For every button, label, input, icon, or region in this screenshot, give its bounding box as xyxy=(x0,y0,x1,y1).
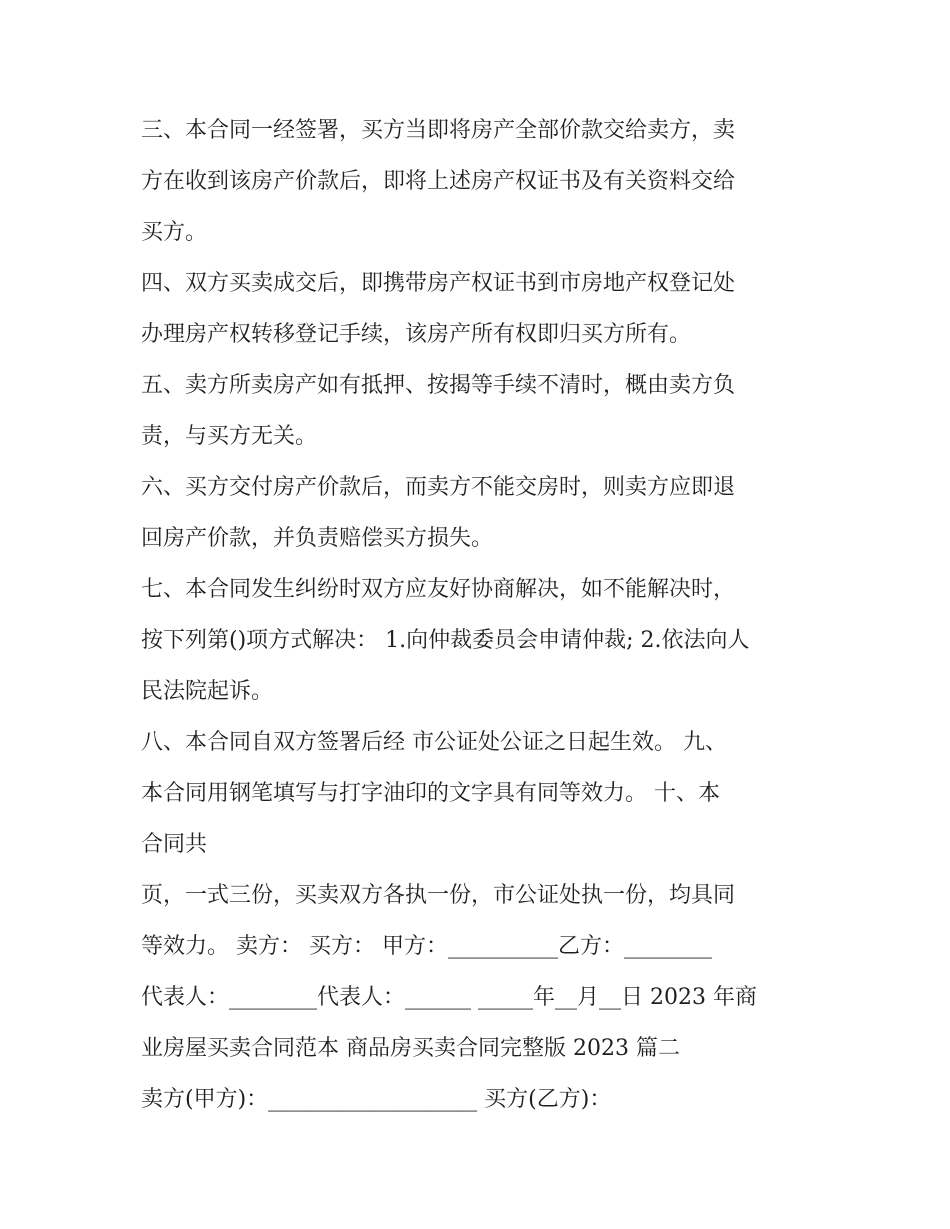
text-line: 方在收到该房产价款后，即将上述房产权证书及有关资料交给 xyxy=(141,169,736,194)
text-line: 责，与买方无关。 xyxy=(141,424,318,449)
text-line: 合同共 xyxy=(141,832,208,857)
text-line: 民法院起诉。 xyxy=(141,679,274,704)
text-line: 八、本合同自双方签署后经 市公证处公证之日起生效。 九、 xyxy=(141,730,727,755)
text-line: 三、本合同一经签署，买方当即将房产全部价款交给卖方，卖 xyxy=(141,118,736,143)
text-line: 六、买方交付房产价款后，而卖方不能交房时，则卖方应即退 xyxy=(141,475,736,500)
text-line: 五、卖方所卖房产如有抵押、按揭等手续不清时，概由卖方负 xyxy=(141,373,736,398)
text-line: 按下列第()项方式解决： 1.向仲裁委员会申请仲裁; 2.依法向人 xyxy=(141,628,750,653)
text-line: 办理房产权转移登记手续，该房产所有权即归买方所有。 xyxy=(141,322,692,347)
text-line: 卖方(甲方)：___________________ 买方(乙方)： xyxy=(141,1087,612,1112)
text-line: 页，一式三份，买卖双方各执一份，市公证处执一份，均具同 xyxy=(141,883,736,908)
text-line: 七、本合同发生纠纷时双方应友好协商解决，如不能解决时， xyxy=(141,577,736,602)
text-line: 本合同用钢笔填写与打字油印的文字具有同等效力。 十、本 xyxy=(141,781,720,806)
text-line: 等效力。 卖方： 买方： 甲方：__________乙方：________ xyxy=(141,934,712,959)
text-line: 代表人：________代表人：______ _____年__月__日 2023 年商 xyxy=(141,985,757,1010)
text-line: 回房产价款，并负责赔偿买方损失。 xyxy=(141,526,494,551)
contract-body-text xyxy=(141,105,821,1125)
text-line: 买方。 xyxy=(141,220,208,245)
text-line: 四、双方买卖成交后，即携带房产权证书到市房地产权登记处 xyxy=(141,271,736,296)
text-line: 业房屋买卖合同范本 商品房买卖合同完整版 2023 篇二 xyxy=(141,1036,680,1061)
